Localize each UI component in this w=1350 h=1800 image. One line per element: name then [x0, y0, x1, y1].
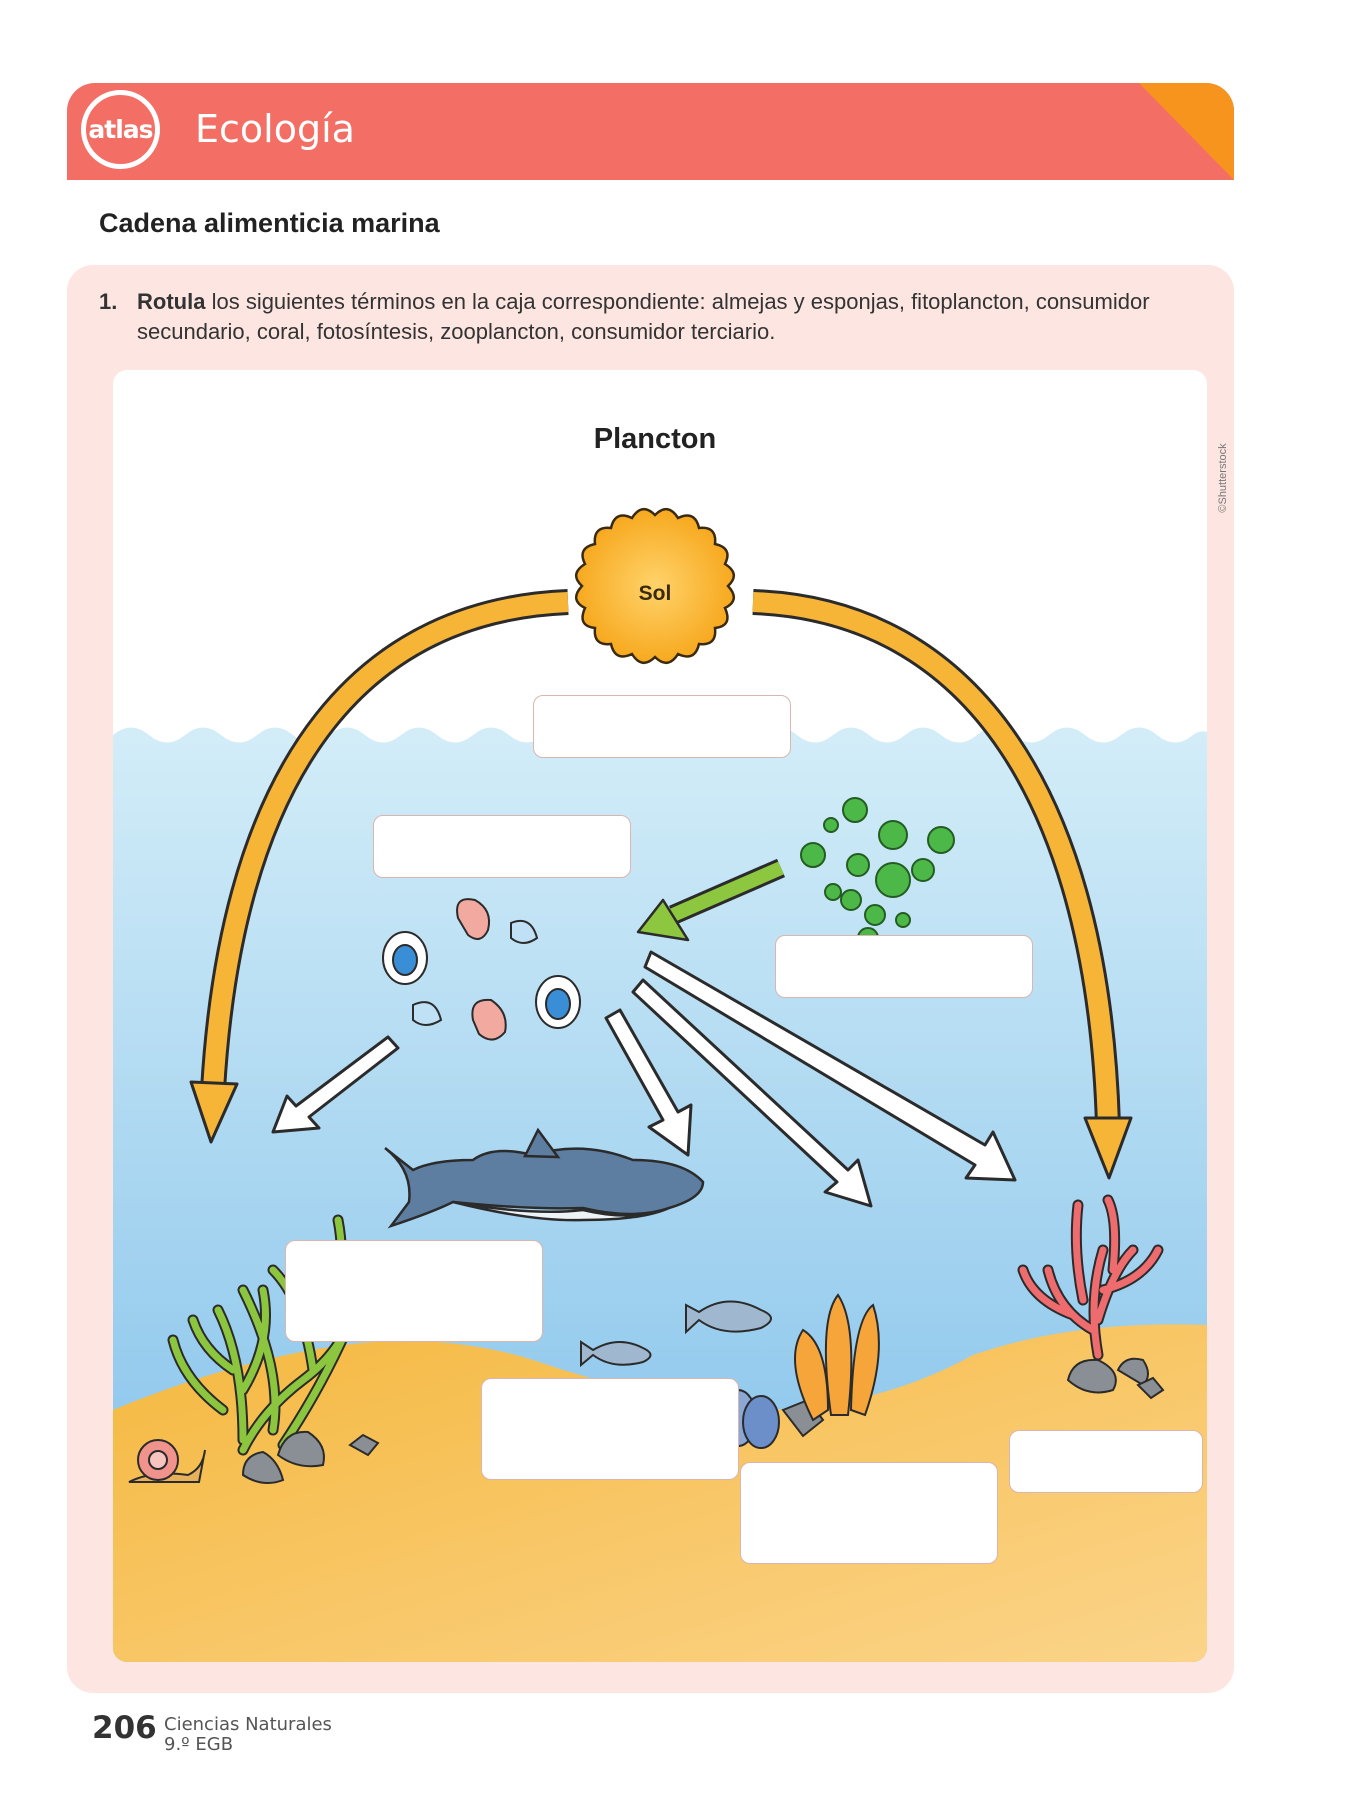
sun-label: Sol	[638, 582, 672, 605]
image-credit	[1213, 438, 1233, 518]
answer-box-zooplankton[interactable]	[373, 815, 631, 878]
section-title: Cadena alimenticia marina	[99, 208, 440, 238]
grade-level: 9.º EGB	[164, 1734, 234, 1755]
answer-box-phytoplankton[interactable]	[775, 935, 1033, 998]
activity-number: 1.	[99, 289, 118, 314]
answer-box-fish[interactable]	[481, 1378, 739, 1480]
activity-instruction	[99, 287, 1209, 347]
answer-box-coral[interactable]	[1009, 1430, 1203, 1493]
food-chain-diagram	[113, 370, 1207, 1662]
answer-box-clams[interactable]	[740, 1462, 998, 1564]
diagram-title: Plancton	[593, 423, 717, 455]
answer-box-surface[interactable]	[533, 695, 791, 758]
subject-name: Ciencias Naturales	[164, 1714, 332, 1735]
answer-box-shark[interactable]	[285, 1240, 543, 1342]
atlas-logo	[81, 90, 160, 169]
sun-icon	[576, 509, 734, 663]
unit-header-band	[67, 83, 1234, 180]
header-corner-accent	[1139, 83, 1234, 180]
activity-text-line1: los siguientes términos en la caja correspondiente: almejas y esponjas, fitoplancton, consumidor	[211, 289, 1150, 314]
page-number: 206	[92, 1710, 157, 1746]
image-credit-text: ©Shutterstock	[1217, 443, 1229, 513]
atlas-logo-text: atlas	[88, 115, 153, 144]
unit-title: Ecología	[195, 107, 355, 151]
subject-label	[164, 1715, 332, 1755]
activity-verb: Rotula	[137, 289, 206, 314]
activity-text-line2: secundario, coral, fotosíntesis, zooplancton, consumidor terciario.	[137, 319, 776, 344]
